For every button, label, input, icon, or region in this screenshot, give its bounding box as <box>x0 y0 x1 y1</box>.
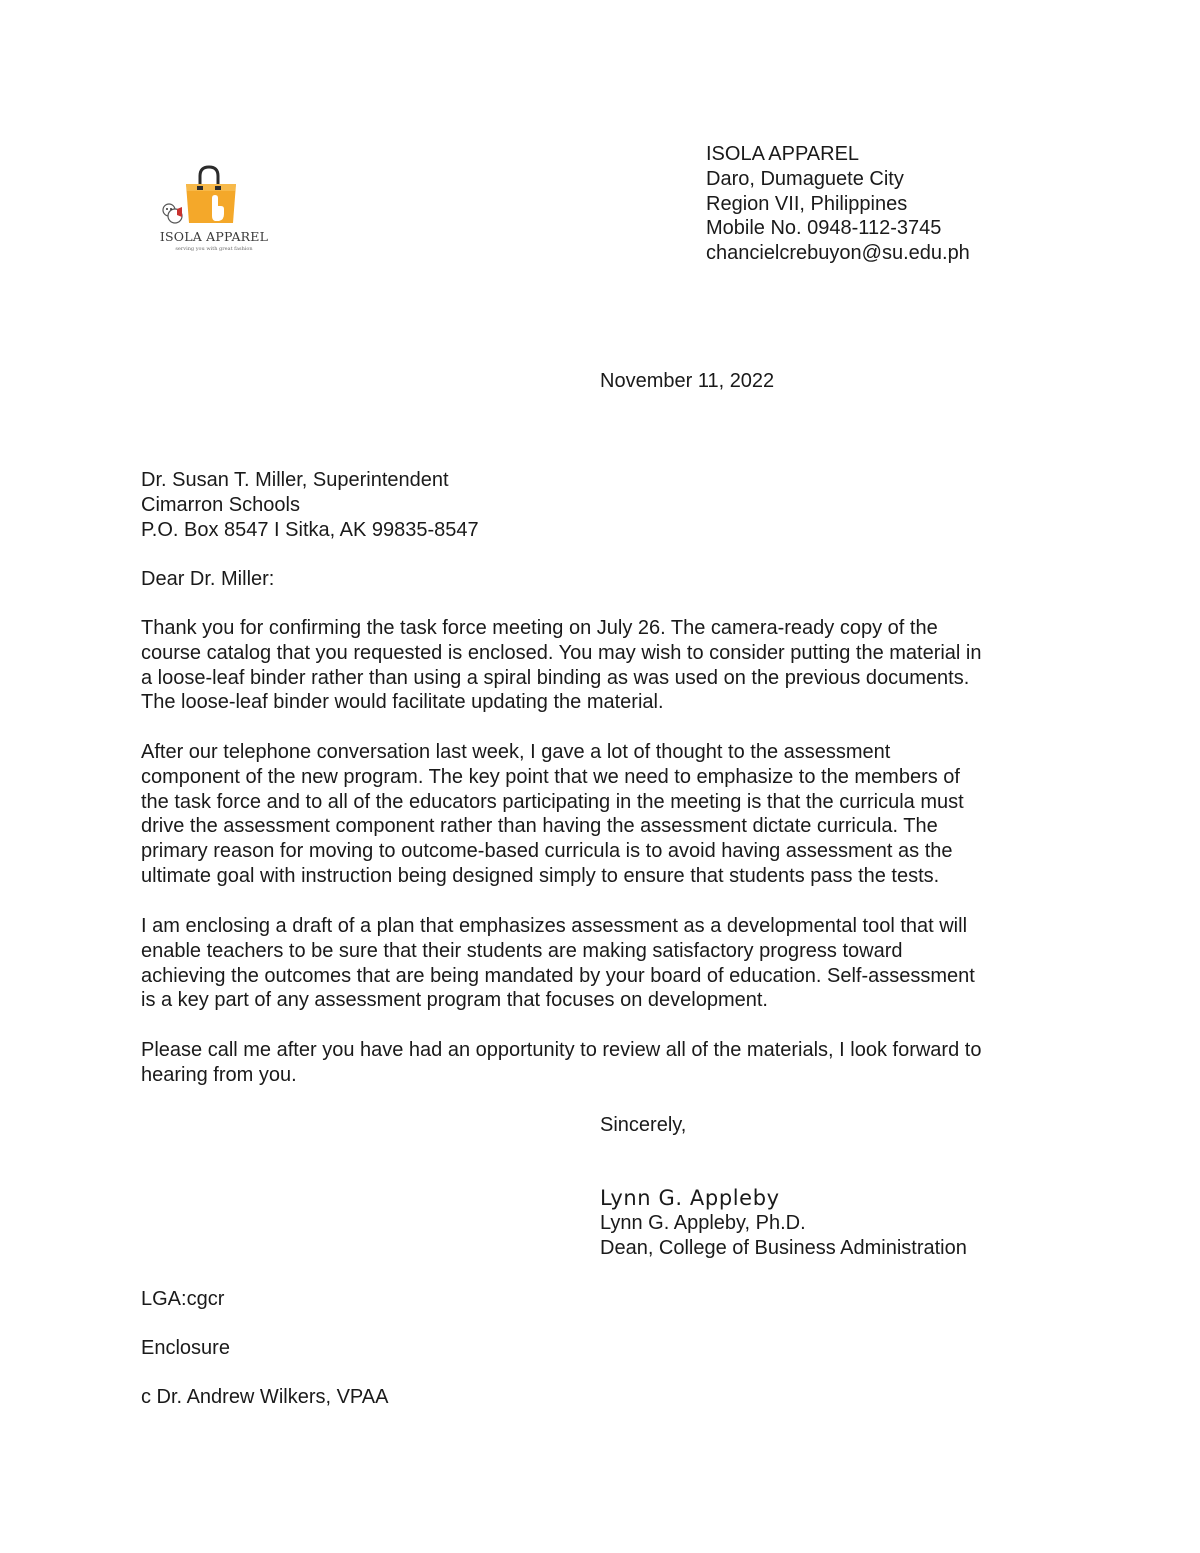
signature: Lynn G. Appleby <box>600 1186 780 1210</box>
company-logo <box>155 164 273 260</box>
paragraph-line: a loose-leaf binder rather than using a spiral binding as was used on the previous documents. <box>141 666 970 689</box>
paragraph-line: After our telephone conversation last week, I gave a lot of thought to the assessment <box>141 741 891 763</box>
recipient-organization: Cimarron Schools <box>141 493 300 516</box>
letter-date: November 11, 2022 <box>600 370 775 392</box>
sender-address-line2: Region VII, Philippines <box>706 192 908 215</box>
body-paragraph-2 <box>141 740 1071 889</box>
complimentary-close: Sincerely, <box>600 1114 687 1136</box>
body-paragraph-1 <box>141 616 1071 715</box>
paragraph-line: component of the new program. The key point that we need to emphasize to the members of <box>141 765 960 788</box>
paragraph-line: The loose-leaf binder would facilitate updating the material. <box>141 691 664 714</box>
recipient-address: P.O. Box 8547 I Sitka, AK 99835-8547 <box>141 518 479 541</box>
reference-initials: LGA:cgcr <box>141 1288 225 1310</box>
paragraph-line: Please call me after you have had an opportunity to review all of the materials, I look forward to <box>141 1039 982 1061</box>
recipient-name-title: Dr. Susan T. Miller, Superintendent <box>141 469 449 491</box>
sender-company: ISOLA APPAREL <box>706 143 860 165</box>
paragraph-line: primary reason for moving to outcome-based curricula is to avoid having assessment as the <box>141 840 953 863</box>
paragraph-line: I am enclosing a draft of a plan that emphasizes assessment as a developmental tool that will <box>141 915 968 937</box>
paragraph-line: is a key part of any assessment program that focuses on development. <box>141 989 768 1012</box>
signer-name: Lynn G. Appleby, Ph.D. <box>600 1211 806 1234</box>
signer-title: Dean, College of Business Administration <box>600 1236 967 1259</box>
logo-tagline: serving you with great fashion <box>175 246 253 252</box>
paragraph-line: hearing from you. <box>141 1063 297 1086</box>
paragraph-line: achieving the outcomes that are being mandated by your board of education. Self-assessment <box>141 964 975 987</box>
sender-address-line1: Daro, Dumaguete City <box>706 167 904 190</box>
enclosure-notation: Enclosure <box>141 1337 230 1359</box>
sender-address-block <box>706 142 970 266</box>
signature-block <box>600 1186 967 1260</box>
sender-mobile: Mobile No. 0948-112-3745 <box>706 217 942 240</box>
recipient-address-block <box>141 468 479 542</box>
paragraph-line: course catalog that you requested is enclosed. You may wish to consider putting the material in <box>141 641 982 664</box>
paragraph-line: enable teachers to be sure that their students are making satisfactory progress toward <box>141 939 903 962</box>
copy-notation: c Dr. Andrew Wilkers, VPAA <box>141 1386 389 1408</box>
body-paragraph-3 <box>141 914 1071 1013</box>
salutation: Dear Dr. Miller: <box>141 568 275 590</box>
shopping-bag-icon <box>155 164 273 230</box>
paragraph-line: Thank you for confirming the task force meeting on July 26. The camera-ready copy of the <box>141 617 938 639</box>
paragraph-line: the task force and to all of the educators participating in the meeting is that the curricula must <box>141 790 964 813</box>
paragraph-line: ultimate goal with instruction being designed simply to ensure that students pass the tests. <box>141 864 940 887</box>
sender-email: chancielcrebuyon@su.edu.ph <box>706 242 970 265</box>
logo-name: ISOLA APPAREL <box>159 229 269 244</box>
paragraph-line: drive the assessment component rather than having the assessment dictate curricula. The <box>141 815 938 838</box>
body-paragraph-4 <box>141 1038 1071 1088</box>
